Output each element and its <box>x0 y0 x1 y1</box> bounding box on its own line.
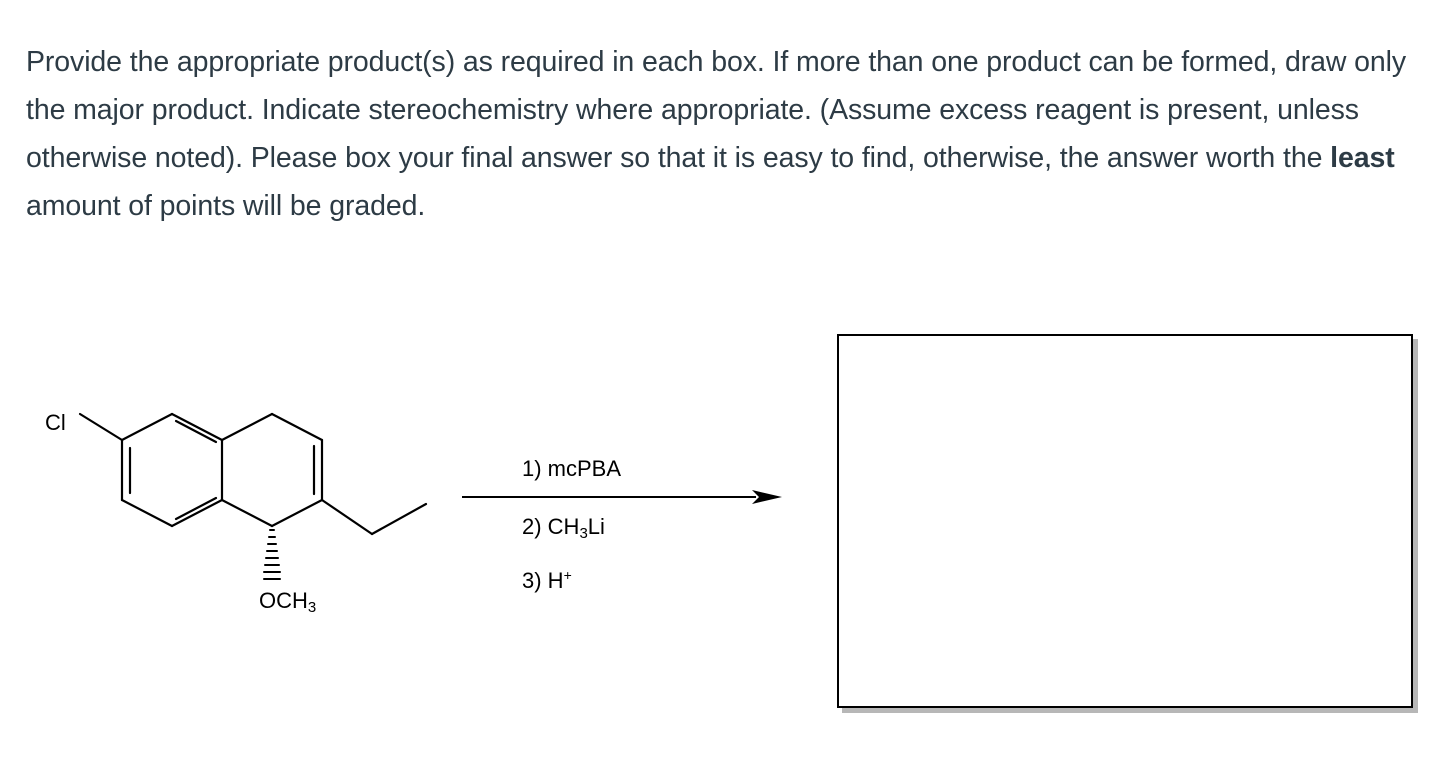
bond-ethyl-1 <box>322 500 372 534</box>
question-text-part2: amount of points will be graded. <box>26 190 426 222</box>
bond-cl <box>80 414 122 440</box>
reagent-step-2: 2) $CH_3Li$ <box>522 514 605 542</box>
bond-ring-a4 <box>172 500 222 526</box>
answer-box[interactable] <box>837 334 1413 708</box>
question-text-part1: Provide the appropriate product(s) as required in each box. If more than one product can be formed, draw only the major product. Indicate stereochemistry where appropriate. (Assume excess reagent is present, unless otherwise noted). Please box your final answer so that it is easy to find, otherwise, the answer worth the <box>26 46 1407 174</box>
bond-ethyl-2 <box>372 504 426 534</box>
bond-ring-a2 <box>172 414 222 440</box>
bond-ring-inner3 <box>176 498 216 519</box>
bond-ring-inner2 <box>176 421 216 442</box>
methoxy-label: $OCH_3$ <box>259 588 317 616</box>
hashed-wedge-bond <box>264 530 280 579</box>
bond-ring-a5 <box>122 500 172 526</box>
bond-ring-b5 <box>222 500 272 526</box>
bond-ring-b2 <box>272 414 322 440</box>
starting-material-structure <box>0 380 460 640</box>
chlorine-label: Cl <box>45 410 66 435</box>
question-emphasis: least <box>1330 142 1395 174</box>
bond-ring-b4 <box>272 500 322 526</box>
question-text <box>26 38 1441 230</box>
reaction-arrow <box>460 486 784 508</box>
reagent-step-1: 1) mcPBA <box>522 456 622 481</box>
bond-ring-b1 <box>222 414 272 440</box>
bond-ring-a1 <box>122 414 172 440</box>
reagent-step-3: 3) H+ <box>522 567 572 593</box>
